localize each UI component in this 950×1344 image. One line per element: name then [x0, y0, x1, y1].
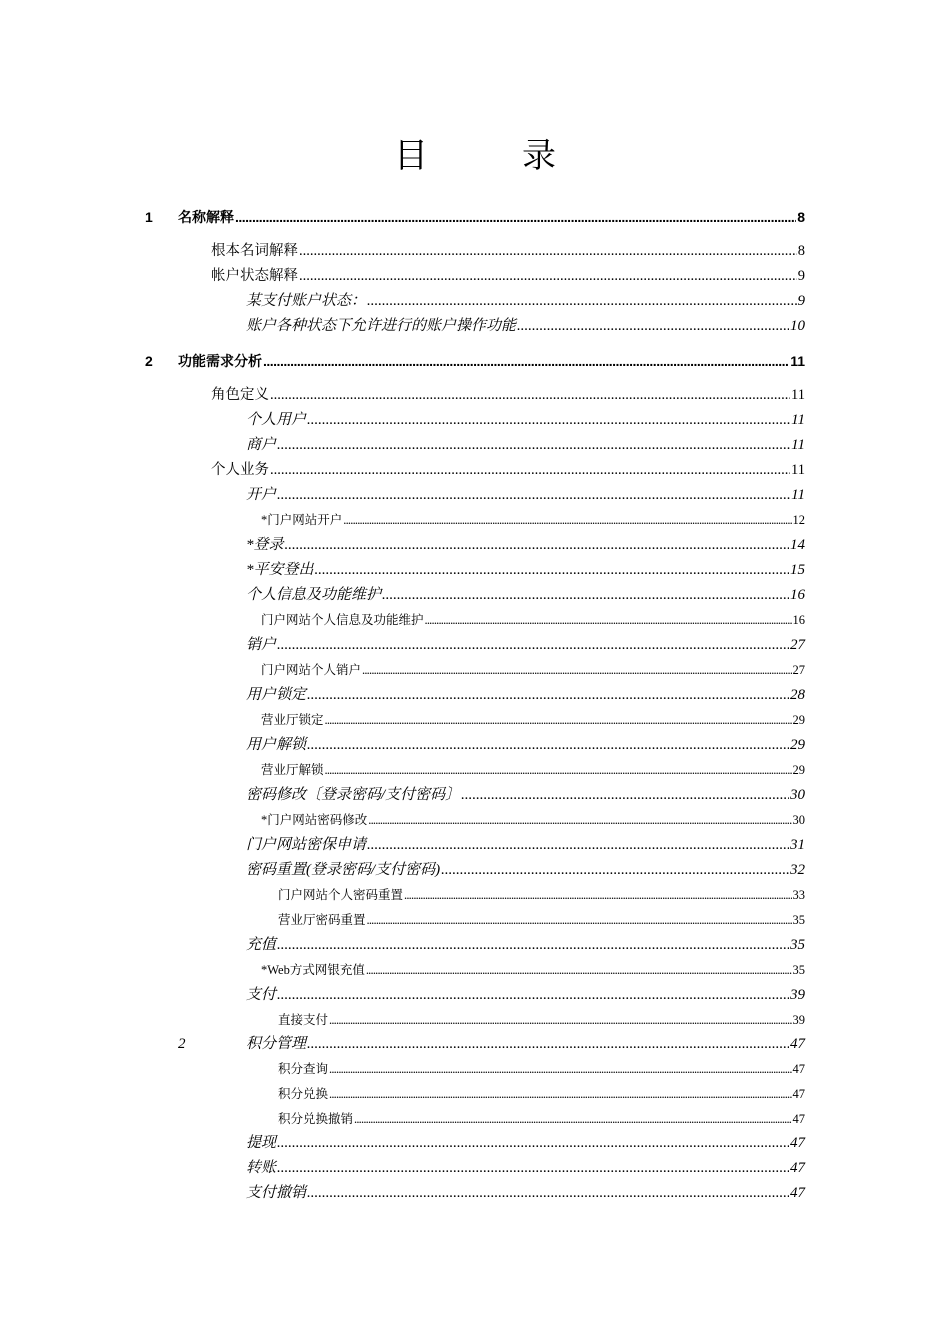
toc-page-number: 33 — [792, 888, 805, 902]
toc-entry-title: *登录 — [246, 537, 284, 553]
toc-page-number: 11 — [791, 412, 805, 428]
toc-entry[interactable] — [178, 205, 805, 229]
toc-page-number: 35 — [790, 937, 805, 953]
toc-leader-dots — [404, 883, 791, 907]
toc-entry[interactable] — [246, 833, 805, 857]
toc-leader-dots — [329, 1008, 791, 1032]
toc-page-number: 28 — [790, 687, 805, 703]
toc-page-number: 9 — [797, 293, 805, 309]
toc-leader-dots — [367, 908, 792, 932]
toc-entry[interactable] — [211, 383, 805, 407]
toc-page-number: 29 — [792, 713, 805, 727]
toc-entry-title: 支付撤销 — [246, 1185, 307, 1201]
toc-entry-title: 名称解释 — [178, 209, 234, 225]
toc-entry[interactable] — [246, 983, 805, 1007]
toc-page-number: 47 — [790, 1160, 805, 1176]
toc-page-number: 39 — [790, 987, 805, 1003]
toc-page-number: 8 — [797, 209, 805, 225]
toc-entry[interactable] — [261, 808, 805, 832]
toc-entry-title: *门户网站开户 — [261, 513, 343, 527]
toc-entry[interactable] — [261, 508, 805, 532]
toc-page-number: 11 — [791, 462, 805, 478]
toc-section-number: 1 — [145, 209, 153, 225]
toc-entry-title: 支付 — [246, 987, 277, 1003]
toc-entry-title: *平安登出 — [246, 562, 314, 578]
toc-section-number: 2 — [145, 353, 153, 369]
toc-page-number: 47 — [790, 1036, 805, 1052]
toc-leader-dots — [517, 314, 789, 338]
toc-leader-dots — [307, 1181, 789, 1205]
toc-page-number: 47 — [790, 1185, 805, 1201]
toc-leader-dots — [235, 205, 796, 229]
toc-entry-title: 门户网站密保申请 — [246, 837, 367, 853]
toc-page-number: 12 — [792, 513, 805, 527]
toc-page-number: 47 — [792, 1112, 805, 1126]
toc-leader-dots — [325, 708, 792, 732]
toc-entry-title: 密码修改〔登录密码/支付密码〕 — [246, 787, 461, 803]
toc-entry[interactable] — [246, 433, 805, 457]
toc-section-number: 2 — [178, 1036, 186, 1052]
toc-entry[interactable] — [246, 858, 805, 882]
toc-leader-dots — [263, 349, 789, 373]
toc-leader-dots — [362, 658, 791, 682]
toc-entry[interactable] — [246, 583, 805, 607]
toc-entry-title: 账户各种状态下允许进行的账户操作功能 — [246, 318, 517, 334]
toc-page-number: 16 — [792, 613, 805, 627]
toc-page-number: 35 — [792, 913, 805, 927]
toc-leader-dots — [354, 1107, 791, 1131]
toc-page-number: 27 — [790, 637, 805, 653]
toc-page-number: 11 — [790, 353, 805, 369]
page-title: 目 录 — [394, 136, 586, 176]
toc-entry-title: 门户网站个人密码重置 — [278, 888, 404, 902]
toc-entry[interactable] — [246, 314, 805, 338]
toc-page-number: 29 — [790, 737, 805, 753]
toc-leader-dots — [315, 558, 789, 582]
toc-page-number: 32 — [790, 862, 805, 878]
toc-leader-dots — [325, 758, 792, 782]
toc-entry-title: 提现 — [246, 1135, 277, 1151]
toc-entry[interactable] — [246, 683, 805, 707]
toc-leader-dots — [368, 808, 791, 832]
toc-page-number: 8 — [797, 243, 805, 259]
toc-entry-title: 积分兑换 — [278, 1087, 329, 1101]
toc-entry[interactable] — [261, 658, 805, 682]
toc-page-number: 27 — [792, 663, 805, 677]
toc-entry[interactable] — [278, 1082, 805, 1106]
toc-leader-dots — [277, 633, 789, 657]
toc-entry-title: 商户 — [246, 437, 277, 453]
toc-page-number: 16 — [790, 587, 805, 603]
toc-leader-dots — [307, 683, 789, 707]
toc-entry[interactable] — [246, 1181, 805, 1205]
toc-entry[interactable] — [246, 558, 805, 582]
toc-page-number: 11 — [791, 437, 805, 453]
toc-leader-dots — [277, 933, 789, 957]
toc-entry-title: 帐户状态解释 — [211, 268, 298, 284]
toc-entry[interactable] — [261, 608, 805, 632]
toc-page-number: 47 — [790, 1135, 805, 1151]
toc-entry[interactable] — [246, 1156, 805, 1180]
toc-page-number: 35 — [792, 963, 805, 977]
toc-leader-dots — [270, 383, 790, 407]
toc-leader-dots — [425, 608, 792, 632]
toc-entry-title: 门户网站个人信息及功能维护 — [261, 613, 424, 627]
toc-leader-dots — [367, 833, 789, 857]
toc-entry-title: 积分管理 — [246, 1036, 307, 1052]
toc-leader-dots — [277, 1131, 789, 1155]
toc-page-number: 31 — [790, 837, 805, 853]
toc-leader-dots — [307, 733, 789, 757]
toc-page-number: 29 — [792, 763, 805, 777]
toc-entry-title: 根本名词解释 — [211, 243, 298, 259]
toc-leader-dots — [329, 1082, 791, 1106]
toc-entry-title: 开户 — [246, 487, 277, 503]
toc-entry-title: 角色定义 — [211, 387, 269, 403]
toc-page-number: 39 — [792, 1013, 805, 1027]
toc-leader-dots — [270, 458, 790, 482]
toc-entry-title: 个人用户 — [246, 412, 307, 428]
toc-entry[interactable] — [178, 349, 805, 373]
toc-leader-dots — [382, 583, 789, 607]
toc-leader-dots — [299, 239, 797, 263]
toc-entry-title: 个人业务 — [211, 462, 269, 478]
toc-entry-title: 功能需求分析 — [178, 353, 262, 369]
toc-page-number: 15 — [790, 562, 805, 578]
toc-page-number: 30 — [790, 787, 805, 803]
toc-entry[interactable] — [278, 1008, 805, 1032]
toc-page-number: 10 — [790, 318, 805, 334]
toc-entry[interactable] — [246, 1131, 805, 1155]
toc-entry-title: 销户 — [246, 637, 277, 653]
toc-leader-dots — [277, 983, 789, 1007]
toc-page-number: 9 — [797, 268, 805, 284]
toc-entry-title: 营业厅密码重置 — [278, 913, 366, 927]
toc-page-number: 47 — [792, 1062, 805, 1076]
toc-entry[interactable] — [278, 883, 805, 907]
toc-entry[interactable] — [246, 633, 805, 657]
toc-entry[interactable] — [246, 933, 805, 957]
toc-leader-dots — [461, 783, 789, 807]
toc-page-number: 11 — [791, 487, 805, 503]
toc-leader-dots — [343, 508, 791, 532]
toc-entry-title: 个人信息及功能维护 — [246, 587, 382, 603]
toc-leader-dots — [441, 858, 789, 882]
toc-entry-title: 门户网站个人销户 — [261, 663, 362, 677]
toc-entry-title: 用户锁定 — [246, 687, 307, 703]
toc-entry-title: *Web方式网银充值 — [261, 963, 365, 977]
toc-entry[interactable] — [211, 458, 805, 482]
toc-entry-title: 营业厅锁定 — [261, 713, 324, 727]
toc-leader-dots — [277, 433, 790, 457]
toc-entry[interactable] — [278, 1057, 805, 1081]
toc-entry[interactable] — [246, 289, 805, 313]
toc-entry-title: 直接支付 — [278, 1013, 329, 1027]
toc-entry-title: 积分查询 — [278, 1062, 329, 1076]
toc-entry-title: 密码重置(登录密码/支付密码) — [246, 862, 441, 878]
toc-page-number: 11 — [791, 387, 805, 403]
toc-entry[interactable] — [211, 239, 805, 263]
toc-leader-dots — [329, 1057, 791, 1081]
toc-entry[interactable] — [261, 758, 805, 782]
toc-entry-title: 某支付账户状态： — [246, 293, 367, 309]
toc-entry[interactable] — [246, 533, 805, 557]
toc-entry-title: 积分兑换撤销 — [278, 1112, 354, 1126]
toc-leader-dots — [277, 483, 790, 507]
toc-entry[interactable] — [246, 408, 805, 432]
toc-entry[interactable] — [278, 908, 805, 932]
toc-entry[interactable] — [246, 483, 805, 507]
toc-leader-dots — [366, 958, 792, 982]
toc-entry[interactable] — [246, 733, 805, 757]
toc-entry-title: 营业厅解锁 — [261, 763, 324, 777]
toc-entry-title: 转账 — [246, 1160, 277, 1176]
toc-entry[interactable] — [246, 1032, 805, 1056]
toc-entry[interactable] — [278, 1107, 805, 1131]
toc-leader-dots — [299, 264, 797, 288]
toc-entry-title: 用户解锁 — [246, 737, 307, 753]
toc-leader-dots — [285, 533, 789, 557]
toc-entry[interactable] — [261, 708, 805, 732]
toc-leader-dots — [307, 408, 790, 432]
toc-leader-dots — [367, 289, 796, 313]
toc-page-number: 30 — [792, 813, 805, 827]
toc-page-number: 14 — [790, 537, 805, 553]
toc-entry-title: *门户网站密码修改 — [261, 813, 368, 827]
toc-entry[interactable] — [211, 264, 805, 288]
toc-leader-dots — [307, 1032, 789, 1056]
toc-entry-title: 充值 — [246, 937, 277, 953]
toc-entry[interactable] — [246, 783, 805, 807]
toc-leader-dots — [277, 1156, 789, 1180]
toc-entry[interactable] — [261, 958, 805, 982]
toc-page-number: 47 — [792, 1087, 805, 1101]
